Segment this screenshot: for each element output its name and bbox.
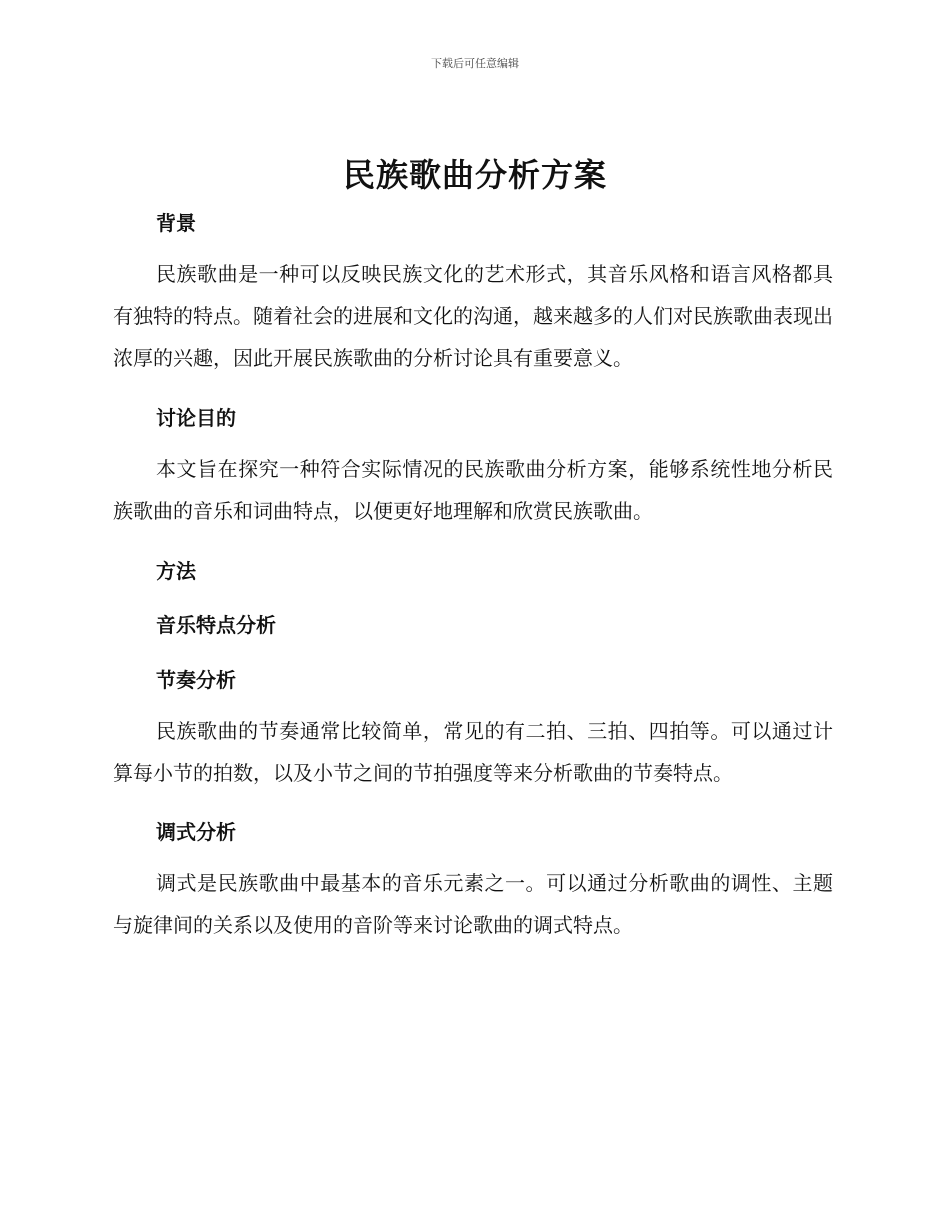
- header-note: 下载后可任意编辑: [431, 57, 519, 70]
- section-purpose-body: [113, 448, 833, 532]
- paragraph-mode: 调式是民族歌曲中最基本的音乐元素之一。可以通过分析歌曲的调性、主题与旋律间的关系以及使用的音阶等来讨论歌曲的调式特点。: [113, 871, 833, 937]
- heading-background: 背景: [156, 211, 196, 235]
- section-music-heading: [113, 609, 833, 638]
- heading-rhythm-analysis: 节奏分析: [156, 668, 236, 692]
- section-background-heading: [113, 207, 833, 236]
- section-background-body: [113, 253, 833, 379]
- page-title: 民族歌曲分析方案: [342, 156, 607, 194]
- section-rhythm-heading: [113, 664, 833, 693]
- heading-method: 方法: [156, 559, 196, 583]
- paragraph-background: 民族歌曲是一种可以反映民族文化的艺术形式，其音乐风格和语言风格都具有独特的特点。随着社会的进展和文化的沟通，越来越多的人们对民族歌曲表现出浓厚的兴趣，因此开展民族歌曲的分析讨论具有重要意义。: [113, 262, 833, 370]
- section-mode-heading: [113, 816, 833, 845]
- section-method-heading: [113, 555, 833, 584]
- section-purpose-heading: [113, 402, 833, 431]
- heading-mode-analysis: 调式分析: [156, 820, 236, 844]
- heading-music-analysis: 音乐特点分析: [156, 613, 276, 637]
- section-rhythm-body: [113, 710, 833, 794]
- heading-purpose: 讨论目的: [156, 406, 236, 430]
- section-mode-body: [113, 862, 833, 946]
- paragraph-purpose: 本文旨在探究一种符合实际情况的民族歌曲分析方案，能够系统性地分析民族歌曲的音乐和词曲特点，以便更好地理解和欣赏民族歌曲。: [113, 457, 833, 523]
- paragraph-rhythm: 民族歌曲的节奏通常比较简单，常见的有二拍、三拍、四拍等。可以通过计算每小节的拍数，以及小节之间的节拍强度等来分析歌曲的节奏特点。: [113, 719, 833, 785]
